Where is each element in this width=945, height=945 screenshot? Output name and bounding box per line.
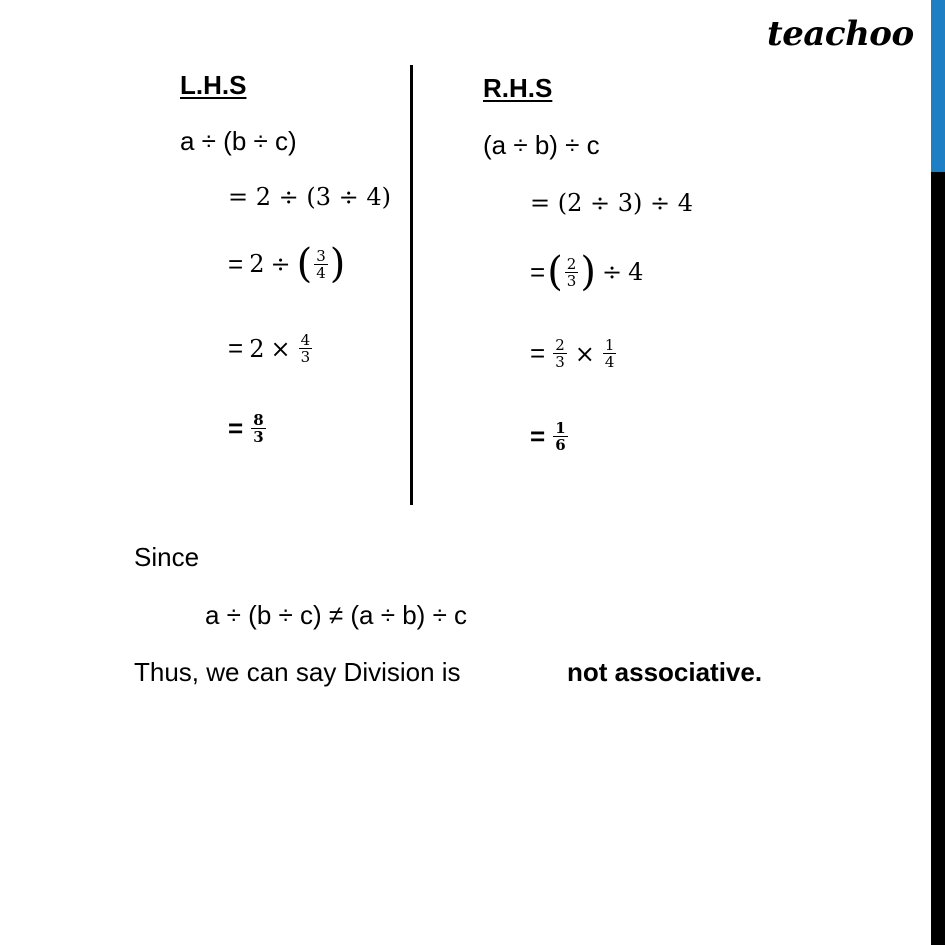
rhs-step-3 (530, 337, 618, 370)
teachoo-logo: teachoo (767, 14, 914, 54)
fraction: $\frac{2}{3}$ (566, 254, 577, 290)
lhs-step-1: = 2 ÷ (3 ÷ 4) (228, 183, 392, 211)
thus-text: Thus, we can say Division is (134, 657, 461, 687)
multiply-sign: × (270, 334, 291, 363)
equals-sign: = (530, 421, 546, 451)
operand: 4 (628, 258, 644, 286)
fraction: $\frac{3}{4}$ (316, 246, 326, 282)
fraction: $\frac{8}{3}$ (253, 411, 264, 446)
lhs-expression: a ÷ (b ÷ c) (180, 126, 297, 156)
operand: 2 (249, 334, 265, 363)
inequality-statement: a ÷ (b ÷ c) ≠ (a ÷ b) ÷ c (205, 600, 468, 630)
equals-sign: = (228, 413, 244, 443)
equals-sign: = (228, 333, 244, 363)
equals-sign: = (530, 338, 546, 368)
paren-close: ) (580, 249, 596, 295)
operand: 2 (249, 250, 265, 278)
equals-sign: = (530, 256, 546, 287)
fraction: $\frac{1}{4}$ (604, 336, 615, 371)
divide-sign: ÷ (270, 250, 291, 278)
rhs-step-2 (530, 249, 644, 295)
fraction: $\frac{1}{6}$ (555, 419, 566, 454)
paren-open: ( (296, 241, 313, 287)
rhs-expression: (a ÷ b) ÷ c (483, 130, 600, 160)
lhs-heading: L.H.S (180, 70, 247, 100)
divide-sign: ÷ (601, 258, 623, 286)
lhs-result (228, 412, 268, 445)
lhs-step-2 (228, 241, 346, 287)
rhs-heading: R.H.S (483, 73, 553, 103)
paren-close: ) (329, 241, 346, 287)
rhs-step-1: = (2 ÷ 3) ÷ 4 (530, 189, 694, 217)
multiply-sign: × (574, 339, 595, 368)
not-associative-text: not associative. (567, 657, 763, 687)
paren-open: ( (547, 249, 563, 295)
equals-sign: = (228, 248, 244, 279)
fraction: $\frac{2}{3}$ (555, 336, 565, 371)
column-divider (410, 65, 413, 505)
fraction: $\frac{4}{3}$ (300, 331, 311, 366)
since-text: Since (134, 542, 200, 572)
lhs-step-3 (228, 332, 314, 365)
sidebar-accent (931, 0, 945, 172)
rhs-result (530, 420, 570, 453)
